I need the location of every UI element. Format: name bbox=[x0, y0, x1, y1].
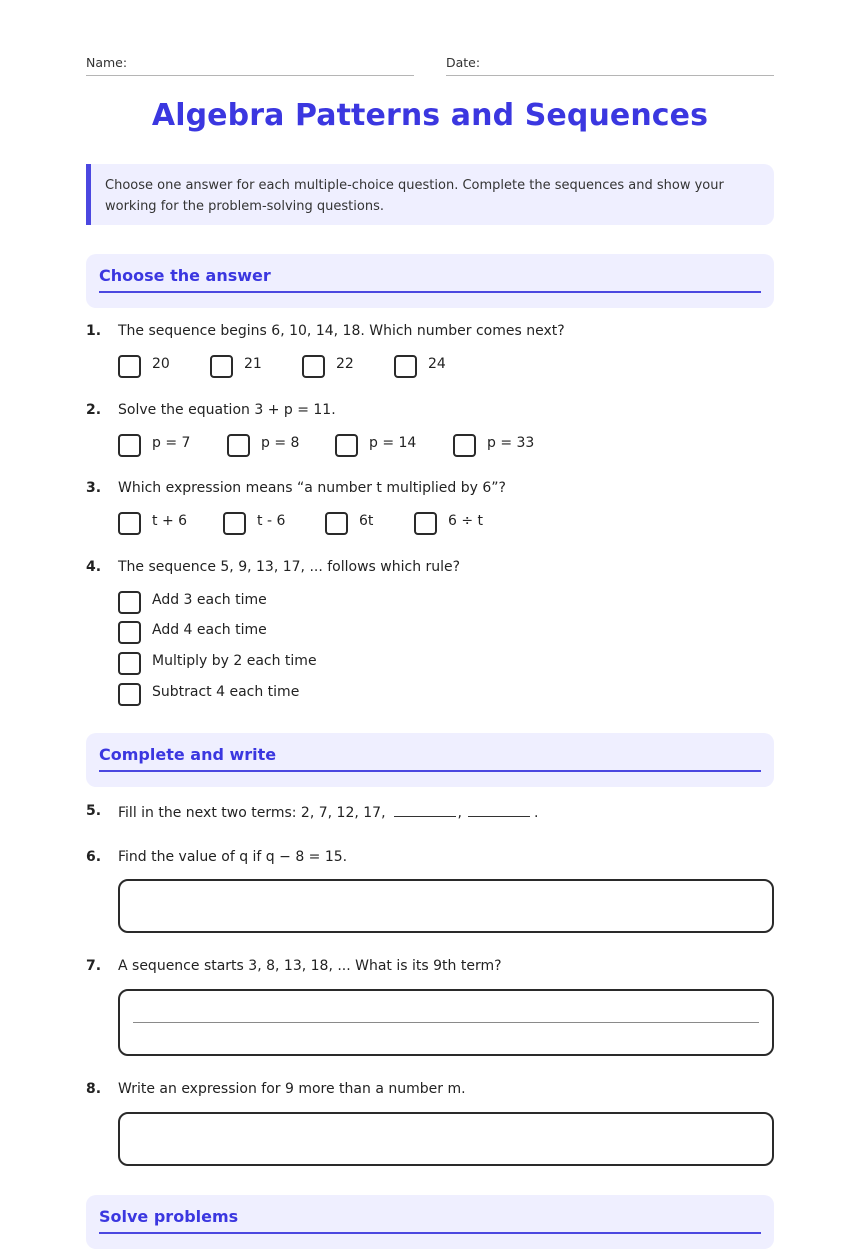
question-text: Find the value of q if q − 8 = 15. bbox=[118, 849, 348, 865]
question-number: 8. bbox=[86, 1081, 102, 1097]
checkbox[interactable] bbox=[414, 512, 437, 535]
section-solve-problems bbox=[86, 1195, 774, 1249]
option-label: 24 bbox=[428, 356, 446, 372]
question-text: Solve the equation 3 + p = 11. bbox=[118, 402, 336, 418]
option-label: 20 bbox=[152, 356, 170, 372]
checkbox[interactable] bbox=[453, 434, 476, 457]
writing-line bbox=[133, 1022, 759, 1023]
instructions-box: Choose one answer for each multiple-choice question. Complete the sequences and show your working for the problem-solving questions. bbox=[86, 164, 774, 225]
option-label: t + 6 bbox=[152, 513, 188, 529]
checkbox[interactable] bbox=[118, 652, 141, 675]
answer-blank-2[interactable] bbox=[468, 803, 530, 817]
question-text: The sequence 5, 9, 13, 17, ... follows which rule? bbox=[118, 559, 461, 575]
option-label: p = 14 bbox=[369, 435, 417, 451]
date-field[interactable] bbox=[446, 55, 774, 76]
question-text: Fill in the next two terms: 2, 7, 12, 17, bbox=[118, 805, 386, 821]
section-label: Complete and write bbox=[99, 745, 761, 772]
checkbox[interactable] bbox=[118, 434, 141, 457]
option-label: Add 4 each time bbox=[152, 622, 267, 638]
answer-box-q8[interactable] bbox=[118, 1112, 774, 1166]
question-number: 5. bbox=[86, 803, 102, 819]
answer-box-q6[interactable] bbox=[118, 879, 774, 933]
section-choose-answer bbox=[86, 254, 774, 308]
option-q4-a[interactable] bbox=[118, 591, 518, 615]
option-label: 21 bbox=[244, 356, 262, 372]
checkbox[interactable] bbox=[223, 512, 246, 535]
option-q4-d[interactable] bbox=[118, 683, 518, 707]
option-label: Multiply by 2 each time bbox=[152, 653, 317, 669]
name-label: Name: bbox=[86, 55, 128, 70]
option-label: 22 bbox=[336, 356, 354, 372]
question-text: Write an expression for 9 more than a number m. bbox=[118, 1081, 466, 1097]
question-number: 2. bbox=[86, 402, 102, 418]
option-q4-b[interactable] bbox=[118, 621, 518, 645]
section-complete-write bbox=[86, 733, 774, 787]
checkbox[interactable] bbox=[118, 512, 141, 535]
checkbox[interactable] bbox=[335, 434, 358, 457]
checkbox[interactable] bbox=[325, 512, 348, 535]
option-label: Add 3 each time bbox=[152, 592, 267, 608]
worksheet-title: Algebra Patterns and Sequences bbox=[151, 98, 709, 133]
checkbox[interactable] bbox=[227, 434, 250, 457]
option-label: Subtract 4 each time bbox=[152, 684, 300, 700]
question-text: A sequence starts 3, 8, 13, 18, ... What is its 9th term? bbox=[118, 958, 502, 974]
question-number: 7. bbox=[86, 958, 102, 974]
option-label: p = 33 bbox=[487, 435, 535, 451]
question-text-row bbox=[118, 803, 538, 821]
question-number: 3. bbox=[86, 480, 102, 496]
option-label: 6t bbox=[359, 513, 374, 529]
sentence-end: . bbox=[533, 805, 539, 821]
checkbox[interactable] bbox=[210, 355, 233, 378]
option-label: p = 8 bbox=[261, 435, 300, 451]
section-label: Solve problems bbox=[99, 1207, 761, 1234]
checkbox[interactable] bbox=[118, 621, 141, 644]
question-number: 6. bbox=[86, 849, 102, 865]
option-label: t - 6 bbox=[257, 513, 286, 529]
question-number: 4. bbox=[86, 559, 102, 575]
checkbox[interactable] bbox=[118, 591, 141, 614]
date-label: Date: bbox=[446, 55, 481, 70]
question-text: The sequence begins 6, 10, 14, 18. Which number comes next? bbox=[118, 323, 565, 339]
answer-box-q7[interactable] bbox=[118, 989, 774, 1056]
checkbox[interactable] bbox=[118, 683, 141, 706]
option-q4-c[interactable] bbox=[118, 652, 518, 676]
question-number: 1. bbox=[86, 323, 102, 339]
checkbox[interactable] bbox=[394, 355, 417, 378]
checkbox[interactable] bbox=[302, 355, 325, 378]
name-field[interactable] bbox=[86, 55, 414, 76]
question-text: Which expression means “a number t multiplied by 6”? bbox=[118, 480, 506, 496]
answer-blank-1[interactable] bbox=[394, 803, 456, 817]
option-label: 6 ÷ t bbox=[448, 513, 484, 529]
option-label: p = 7 bbox=[152, 435, 191, 451]
section-label: Choose the answer bbox=[99, 266, 761, 293]
header-row bbox=[86, 55, 774, 76]
checkbox[interactable] bbox=[118, 355, 141, 378]
blank-separator: , bbox=[457, 805, 462, 821]
